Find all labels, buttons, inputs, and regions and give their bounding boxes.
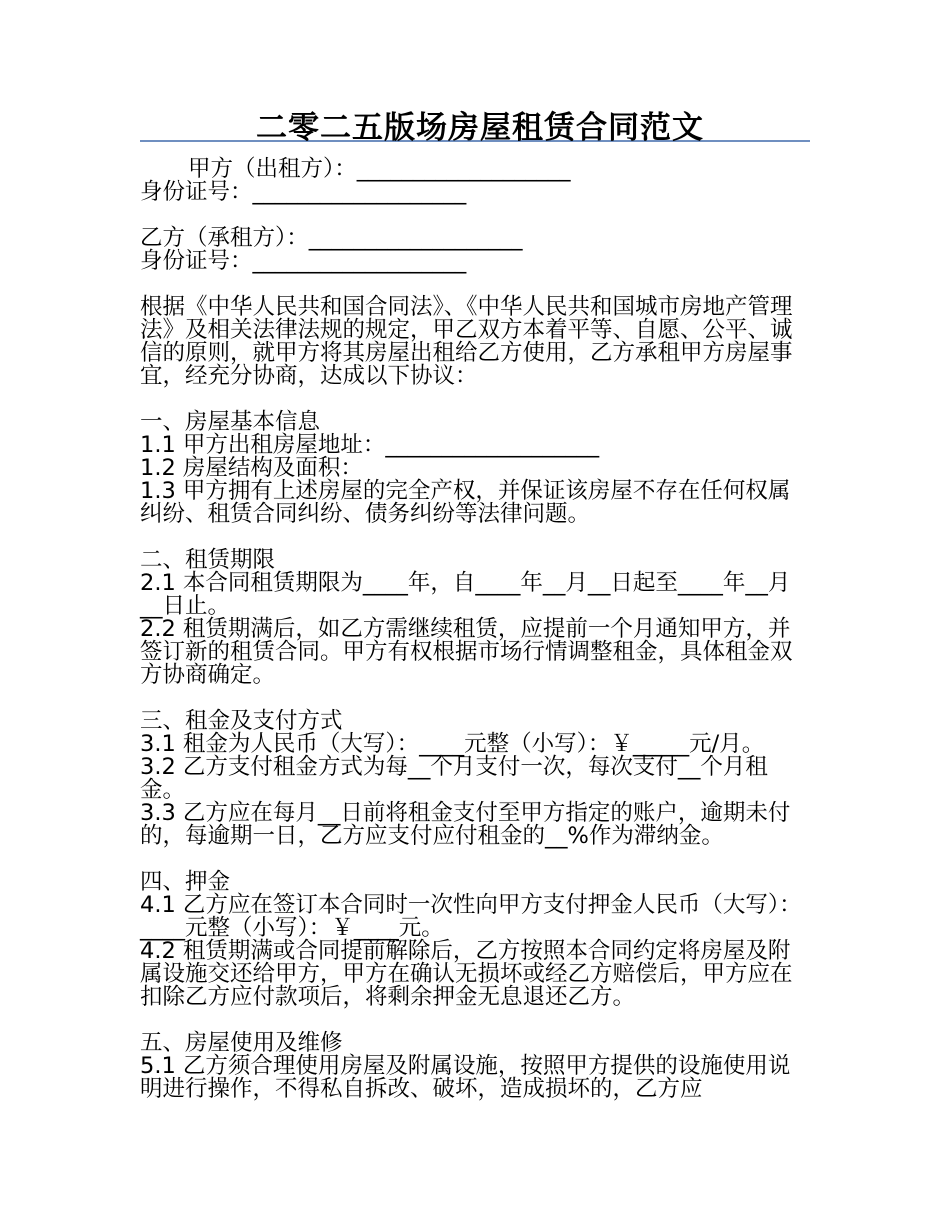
clause: 4.2 租赁期满或合同提前解除后，乙方按照本合同约定将房屋及附属设施交还给甲方，甲方在确认无损坏或经乙方赔偿后，甲方应在扣除乙方应付款项后，将剩余押金无息退还乙方。 bbox=[140, 938, 793, 1010]
clause: 1.3 甲方拥有上述房屋的完全产权，并保证该房屋不存在任何权属纠纷、租赁合同纠纷、债务纠纷等法律问题。 bbox=[140, 478, 791, 527]
section-heading: 四、押金 bbox=[140, 869, 231, 895]
clause: 2.2 租赁期满后，如乙方需继续租赁，应提前一个月通知甲方，并签订新的租赁合同。甲方有权根据市场行情调整租金，具体租金双方协商确定。 bbox=[140, 616, 793, 688]
clause: 4.1 乙方应在签订本合同时一次性向甲方支付押金人民币（大写）：____元整（小写）：￥____元。 bbox=[140, 892, 802, 941]
document-title: 二零二五版场房屋租赁合同范文 bbox=[256, 110, 704, 146]
clause: 3.1 租金为人民币（大写）：____元整（小写）：￥_____元/月。 bbox=[140, 731, 765, 757]
clause: 1.2 房屋结构及面积： bbox=[140, 455, 363, 481]
clause: 2.1 本合同租赁期限为____年，自____年__月__日起至____年__月__日止。 bbox=[140, 570, 791, 619]
section-heading: 三、租金及支付方式 bbox=[140, 708, 343, 734]
section-heading: 一、房屋基本信息 bbox=[140, 409, 321, 435]
intro-paragraph: 根据《中华人民共和国合同法》、《中华人民共和国城市房地产管理法》及相关法律法规的规定，甲乙双方本着平等、自愿、公平、诚信的原则，就甲方将其房屋出租给乙方使用，乙方承租甲方房屋事宜，经充分协商，达成以下协议： bbox=[140, 294, 793, 389]
clause: 1.1 甲方出租房屋地址：___________________ bbox=[140, 432, 600, 458]
clause: 5.1 乙方须合理使用房屋及附属设施，按照甲方提供的设施使用说明进行操作，不得私自拆改、破坏，造成损坏的，乙方应 bbox=[140, 1053, 791, 1102]
section-heading: 二、租赁期限 bbox=[140, 547, 276, 573]
party-a-id: 身份证号：___________________ bbox=[140, 179, 467, 205]
party-b-label: 乙方（承租方）：___________________ bbox=[140, 225, 523, 251]
document-body bbox=[140, 158, 812, 1101]
section-heading: 五、房屋使用及维修 bbox=[140, 1030, 343, 1056]
party-b-id: 身份证号：___________________ bbox=[140, 248, 467, 274]
title-bar bbox=[140, 100, 810, 146]
party-a-label: 甲方（出租方）：___________________ bbox=[188, 156, 571, 182]
clause: 3.2 乙方支付租金方式为每__个月支付一次，每次支付__个月租金。 bbox=[140, 754, 768, 803]
clause: 3.3 乙方应在每月__日前将租金支付至甲方指定的账户，逾期未付的，每逾期一日，乙方应支付应付租金的__%作为滞纳金。 bbox=[140, 800, 791, 849]
